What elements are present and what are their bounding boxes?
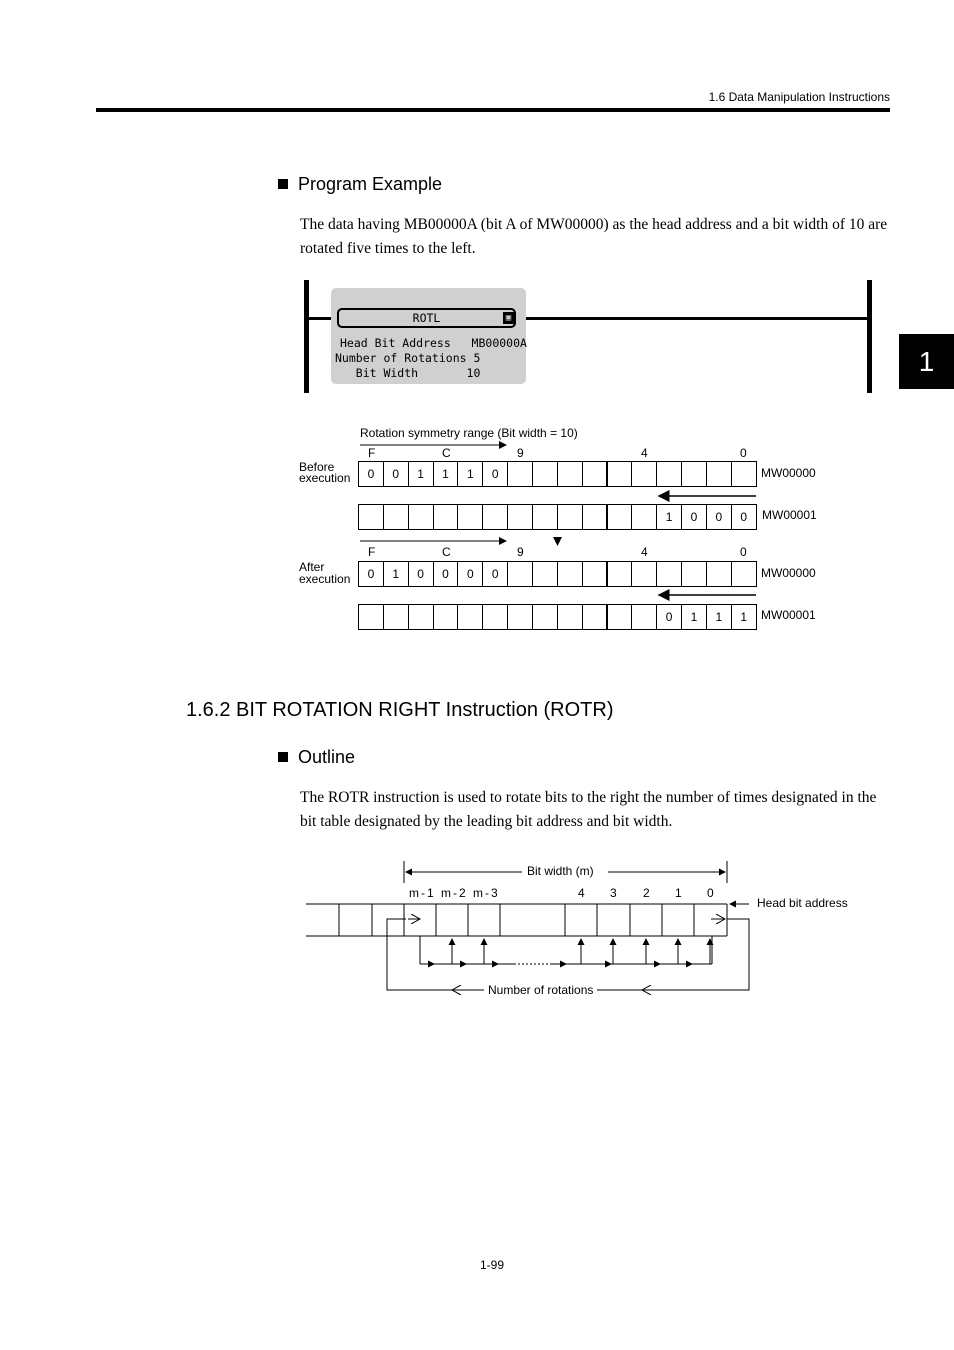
register-before-mw00000-bit-cell: 1 — [408, 461, 434, 487]
bit-label-2: 2 — [643, 886, 650, 900]
bit-label-3: 3 — [610, 886, 617, 900]
rotl-title-bar: ROTL — [337, 308, 516, 328]
expand-icon[interactable]: ▣ — [503, 312, 514, 324]
chapter-tab: 1 — [899, 334, 954, 389]
number-of-rotations-label: Number of rotations — [484, 983, 597, 997]
register-after-mw00000-bit-cell: 0 — [358, 561, 384, 587]
bit-label-1: 1 — [675, 886, 682, 900]
bit-label-f-bottom: F — [368, 545, 376, 559]
rotl-param-bit-width: Bit Width 10 — [335, 366, 481, 380]
rotl-param-head-bit: Head Bit Address MB00000A — [340, 336, 527, 350]
after-execution-label: After execution — [299, 560, 351, 586]
bit-label-0-top: 0 — [740, 446, 747, 460]
register-label-before-mw00000: MW00000 — [761, 466, 816, 480]
register-before-mw00000-bit-cell: 1 — [457, 461, 483, 487]
register-after-mw00001-bit-cell: 0 — [656, 604, 682, 630]
head-bit-address-label: Head bit address — [757, 896, 848, 910]
bit-width-label: Bit width (m) — [527, 864, 594, 878]
outline-paragraph: The ROTR instruction is used to rotate bits to the right the number of times designated in the bit table designated by the leading bit address and bit width. — [300, 789, 877, 830]
bit-label-9-bottom: 9 — [517, 545, 524, 559]
register-after-mw00001-bit-cell: 1 — [681, 604, 707, 630]
register-before-mw00001-bit-cell: 0 — [681, 504, 707, 530]
bit-label-m-1: m-1 — [409, 886, 436, 900]
register-before-mw00000-bit-cell: 1 — [433, 461, 459, 487]
register-before-mw00000-bit-cell: 0 — [383, 461, 409, 487]
rotr-diagram — [300, 855, 900, 1005]
bit-label-4-bottom: 4 — [641, 545, 648, 559]
section-title: 1.6.2 BIT ROTATION RIGHT Instruction (ROTR) — [186, 699, 614, 721]
program-example-paragraph: The data having MB00000A (bit A of MW00000) as the head address and a bit width of 10 are rotated five times to the left. — [300, 216, 888, 257]
running-header: 1.6 Data Manipulation Instructions — [708, 90, 890, 104]
before-execution-label: Before execution — [299, 460, 351, 485]
register-label-before-mw00001: MW00001 — [762, 508, 817, 522]
program-example-heading: Program Example — [278, 174, 442, 195]
register-after-mw00000-bit-cell: 0 — [433, 561, 459, 587]
page-number: 1-99 — [480, 1258, 505, 1272]
register-after-mw00001-bit-cell: 1 — [731, 604, 757, 630]
register-label-after-mw00001: MW00001 — [761, 608, 816, 622]
register-after-mw00000-bit-cell: 0 — [482, 561, 508, 587]
rotation-range-label: Rotation symmetry range (Bit width = 10) — [360, 426, 578, 440]
bit-label-f-top: F — [368, 446, 376, 460]
register-before-mw00001-bit-cell: 0 — [706, 504, 732, 530]
outline-heading: Outline — [278, 747, 355, 768]
register-after-mw00001-bit-cell: 1 — [706, 604, 732, 630]
rotl-param-rotations: Number of Rotations 5 — [335, 351, 481, 365]
down-arrow-icon — [553, 537, 562, 546]
bit-label-c-top: C — [442, 446, 451, 460]
bullet-square-icon — [278, 752, 288, 762]
bit-label-m-3: m-3 — [473, 886, 500, 900]
bit-label-9-top: 9 — [517, 446, 524, 460]
bit-label-4-top: 4 — [641, 446, 648, 460]
register-after-mw00000-bit-cell: 0 — [457, 561, 483, 587]
register-before-mw00001-bit-cell: 0 — [731, 504, 757, 530]
bit-label-c-bottom: C — [442, 545, 451, 559]
bit-label-m-2: m-2 — [441, 886, 468, 900]
register-before-mw00000-bit-cell: 0 — [358, 461, 384, 487]
register-after-mw00000-bit-cell: 0 — [408, 561, 434, 587]
rotr-up-arrows — [452, 939, 710, 964]
rotr-cell-dividers — [339, 904, 727, 936]
bit-label-0-bottom: 0 — [740, 545, 747, 559]
register-before-mw00001-bit-cell: 1 — [656, 504, 682, 530]
register-after-mw00000-bit-cell: 1 — [383, 561, 409, 587]
bit-label-4: 4 — [578, 886, 585, 900]
register-before-mw00000-bit-cell: 0 — [482, 461, 508, 487]
bit-label-0: 0 — [707, 886, 714, 900]
register-label-after-mw00000: MW00000 — [761, 566, 816, 580]
